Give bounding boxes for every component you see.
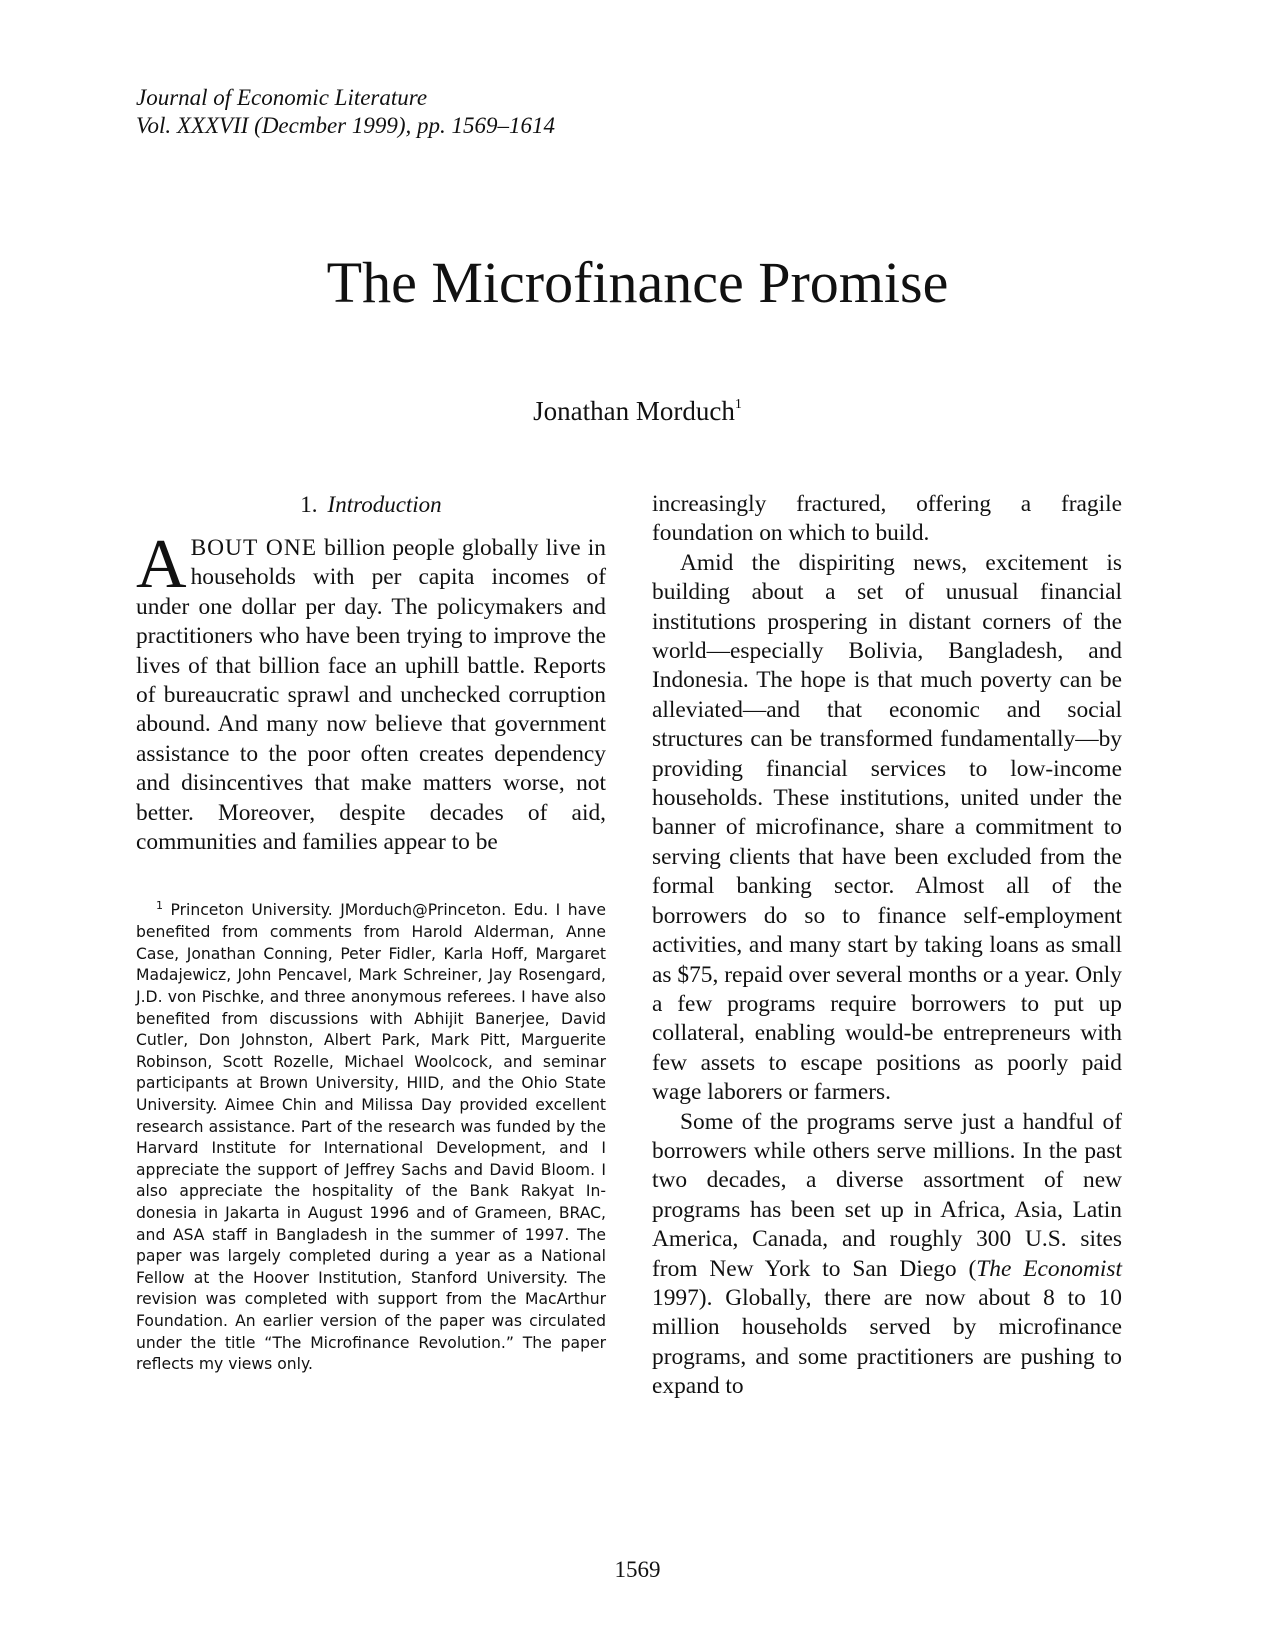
journal-volume: Vol. XXXVII (Decmber 1999), pp. 1569–1614 [136,113,556,138]
left-column [136,490,606,1376]
footnote-text: Princeton University. JMorduch@Princeton. Edu. I have benefited from comments from Harold Alderman, Anne Case, Jonathan Conning, Peter Fidler, Karla Hoff, Margaret Madajewicz, John Pencavel, Mark Schreiner, Jay Rosengard, J.D. von Pischke, and three anonymous referees. I have also benefited from discussions with Abhijit Banerjee, David Cutler, Don Johnston, Albert Park, Mark Pitt, Marguerite Robinson, Scott Rozelle, Michael Woolcock, and seminar participants at Brown University, HIID, and the Ohio State University. Aimee Chin and Milissa Day provided excellent research assistance. Part of the research was funded by the Harvard Institute for International Development, and I appreciate the support of Jeffrey Sachs and David Bloom. I also appreciate the hospitality of the Bank Rakyat Indonesia in Jakarta in August 1996 and of Grameen, BRAC, and ASA staff in Bangladesh in the summer of 1997. The paper was largely completed during a year as a National Fellow at the Hoover Institution, Stanford University. The revision was completed with support from the MacArthur Foundation. An earlier version of the paper was circulated under the title “The Microfinance Revolution.” The paper reflects my views only. [136,901,606,1374]
section-number: 1. [300,492,318,517]
paragraph-3-text-b: 1997). Globally, there are now about 8 to 10 million households served by microfinance programs, and some practitioners are pushing to expand to [652,1284,1122,1400]
intro-paragraph-text: billion people globally live in households with per capita incomes of under one dollar per day. The policymakers and practitioners who have been trying to improve the lives of that billion face an uphill battle. Reports of bureaucratic sprawl and unchecked corruption abound. And many now believe that government assistance to the poor often creates dependency and disincentives that make matters worse, not better. Moreover, despite decades of aid, communities and families appear to be [136,535,606,856]
drop-cap: A [136,526,187,603]
continued-paragraph: increasingly fractured, offering a fragile foundation on which to build. [652,491,1122,547]
author-line [0,388,1275,428]
footnote-marker: 1 [156,899,163,913]
page-number: 1569 [614,1557,661,1582]
paragraph-2: Amid the dispiriting news, excitement is building about a set of unusual financial institutions prospering in distant corners of the world—especially Bolivia, Bangladesh, and Indonesia. The hope is that much poverty can be alleviated—and that economic and social structures can be transformed fundamentally—by providing financial services to low-income households. These institutions, united under the banner of microfinance, share a commitment to serving clients that have been excluded from the formal banking sector. Almost all of the borrowers do so to finance self-employment activities, and many start by taking loans as small as $75, repaid over several months or a year. Only a few programs require borrowers to put up collateral, enabling would-be entrepreneurs with few assets to escape positions as poorly paid wage laborers or farmers. [652,549,1122,1106]
intro-paragraph [136,526,606,857]
citation-the-economist: The Economist [976,1255,1122,1282]
paper-title: The Microfinance Promise [326,250,949,315]
lead-in-smallcaps: BOUT ONE [190,535,318,561]
paragraph-3-text-a: Some of the programs serve just a handful of borrowers while others serve millions. In the past two decades, a diverse assortment of new programs has been set up in Africa, Asia, Latin America, Canada, and roughly 300 U.S. sites from New York to San Diego ( [652,1108,1122,1282]
journal-name: Journal of Economic Literature [136,85,428,110]
right-column [652,490,1122,1402]
section-heading [136,490,606,520]
paragraph-3 [652,1108,1122,1402]
journal-header [136,84,555,140]
section-title: Introduction [327,492,442,517]
footnote [136,895,606,1375]
author-footnote-marker: 1 [734,397,742,412]
author-name: Jonathan Morduch [533,396,735,426]
